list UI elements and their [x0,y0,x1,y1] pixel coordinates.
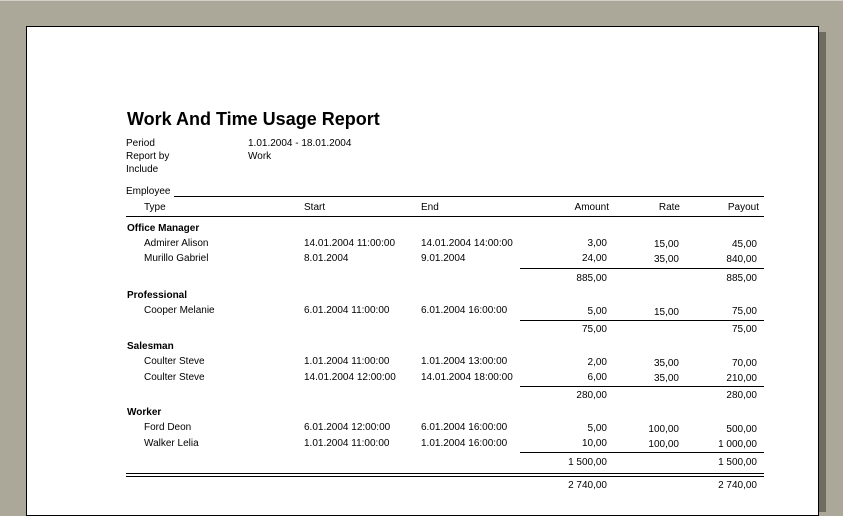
row-amount: 6,00 [587,372,607,383]
row-payout: 500,00 [726,424,757,435]
header-bottom-rule [126,216,764,217]
meta-label-period: Period [126,138,155,149]
meta-label-include: Include [126,164,159,175]
row-name: Cooper Melanie [144,305,215,316]
col-header-amount: Amount [574,202,609,213]
row-rate: 35,00 [653,373,679,384]
row-amount: 5,00 [587,423,607,434]
row-name: Ford Deon [144,422,192,433]
row-end: 14.01.2004 18:00:00 [421,372,513,383]
row-start: 8.01.2004 [304,253,349,264]
subtotal-payout: 280,00 [726,390,757,401]
row-end: 6.01.2004 16:00:00 [421,422,508,433]
group-title-worker: Worker [127,407,162,418]
report-title: Work And Time Usage Report [127,109,380,129]
row-name: Murillo Gabriel [144,253,209,264]
subtotal-amount: 1 500,00 [568,457,607,468]
subtotal-amount: 280,00 [576,390,607,401]
subtotal-amount: 75,00 [581,324,607,335]
row-name: Coulter Steve [144,356,205,367]
subtotal-payout: 885,00 [726,273,757,284]
grand-total-payout: 2 740,00 [718,480,757,491]
row-rate: 15,00 [653,307,679,318]
row-end: 14.01.2004 14:00:00 [421,238,513,249]
row-rate: 15,00 [653,239,679,250]
group-title-office-manager: Office Manager [127,223,200,234]
subtotal-rule [520,386,764,387]
row-end: 1.01.2004 13:00:00 [421,356,508,367]
header-top-rule [174,196,764,197]
subtotal-rule [520,320,764,321]
row-payout: 75,00 [731,306,757,317]
col-header-type: Type [144,202,166,213]
row-amount: 5,00 [587,306,607,317]
row-name: Coulter Steve [144,372,205,383]
row-end: 9.01.2004 [421,253,466,264]
col-header-payout: Payout [727,202,759,213]
row-name: Walker Lelia [144,438,199,449]
row-payout: 210,00 [726,373,757,384]
row-start: 14.01.2004 12:00:00 [304,372,396,383]
meta-value-period: 1.01.2004 - 18.01.2004 [248,138,352,149]
row-start: 1.01.2004 11:00:00 [304,438,390,449]
row-rate: 100,00 [648,439,679,450]
row-start: 1.01.2004 11:00:00 [304,356,390,367]
group-title-salesman: Salesman [127,341,174,352]
row-start: 14.01.2004 11:00:00 [304,238,396,249]
subtotal-payout: 1 500,00 [718,457,757,468]
employee-label: Employee [126,186,171,197]
grand-total-rule-bottom [126,476,764,477]
row-rate: 100,00 [648,424,679,435]
subtotal-amount: 885,00 [576,273,607,284]
group-title-professional: Professional [127,290,188,301]
row-start: 6.01.2004 12:00:00 [304,422,391,433]
grand-total-amount: 2 740,00 [568,480,607,491]
row-end: 1.01.2004 16:00:00 [421,438,508,449]
row-rate: 35,00 [653,358,679,369]
row-payout: 840,00 [726,254,757,265]
row-end: 6.01.2004 16:00:00 [421,305,508,316]
row-amount: 3,00 [587,238,607,249]
subtotal-rule [520,452,764,453]
row-payout: 70,00 [731,358,757,369]
row-amount: 24,00 [581,253,607,264]
row-payout: 1 000,00 [718,439,757,450]
col-header-start: Start [304,202,326,213]
row-rate: 35,00 [653,254,679,265]
row-amount: 10,00 [581,438,607,449]
subtotal-rule [520,268,764,269]
row-name: Admirer Alison [144,238,209,249]
grand-total-rule-top [126,473,764,474]
row-amount: 2,00 [587,357,607,368]
row-payout: 45,00 [731,239,757,250]
meta-label-report-by: Report by [126,151,170,162]
window-top-border [0,0,843,1]
col-header-end: End [421,202,439,213]
meta-value-report-by: Work [248,151,272,162]
col-header-rate: Rate [658,202,680,213]
report-page [26,26,819,516]
row-start: 6.01.2004 11:00:00 [304,305,390,316]
subtotal-payout: 75,00 [731,324,757,335]
